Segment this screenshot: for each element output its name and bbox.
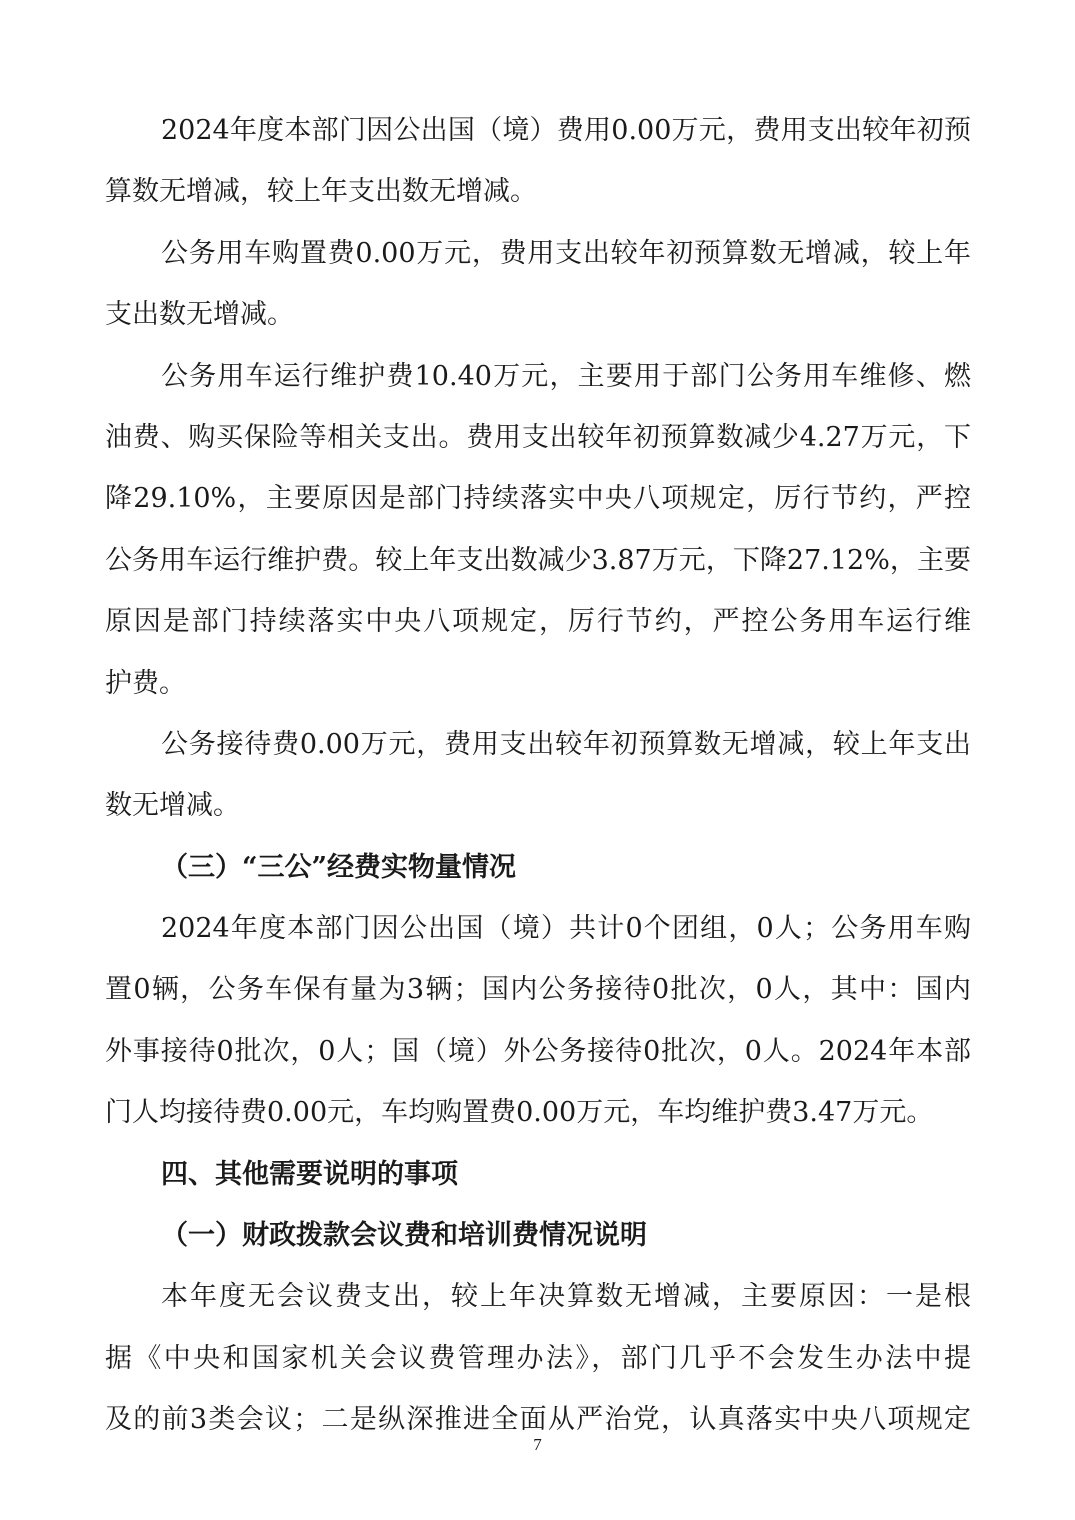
subsection-heading: （一）财政拨款会议费和培训费情况说明 [161,1220,647,1252]
paragraph-line: 算数无增减，较上年支出数无增减。 [105,176,537,208]
body-text [105,100,971,1451]
paragraph-line: 外事接待0批次，0人；国（境）外公务接待0批次，0人。2024年本部 [105,1035,971,1067]
paragraph-line: 公务接待费0.00万元，费用支出较年初预算数无增减，较上年支出 [161,728,971,760]
paragraph-line: 降29.10%，主要原因是部门持续落实中央八项规定，厉行节约，严控 [105,483,971,515]
page-number: 7 [533,1435,542,1454]
paragraph-line: 及的前3类会议；二是纵深推进全面从严治党，认真落实中央八项规定 [105,1404,971,1436]
section-heading: （三）“三公”经费实物量情况 [161,851,517,883]
paragraph-line: 门人均接待费0.00元，车均购置费0.00万元，车均维护费3.47万元。 [105,1097,934,1129]
paragraph-line: 本年度无会议费支出，较上年决算数无增减，主要原因：一是根 [161,1281,971,1313]
paragraph-line: 数无增减。 [105,790,240,822]
paragraph-line: 2024年度本部门因公出国（境）共计0个团组，0人；公务用车购 [161,913,971,945]
paragraph-line: 公务用车运行维护费10.40万元，主要用于部门公务用车维修、燃 [161,360,971,392]
paragraph-line: 2024年度本部门因公出国（境）费用0.00万元，费用支出较年初预 [161,115,971,146]
paragraph-line: 护费。 [105,667,186,699]
paragraph-line: 原因是部门持续落实中央八项规定，厉行节约，严控公务用车运行维 [105,606,971,638]
section-heading: 四、其他需要说明的事项 [161,1158,458,1190]
paragraph-line: 据《中央和国家机关会议费管理办法》，部门几乎不会发生办法中提 [105,1342,971,1374]
paragraph-line: 支出数无增减。 [105,299,294,331]
paragraph-line: 公务用车运行维护费。较上年支出数减少3.87万元，下降27.12%，主要 [105,544,971,576]
paragraph-line: 公务用车购置费0.00万元，费用支出较年初预算数无增减，较上年 [161,237,971,269]
paragraph-line: 置0辆，公务车保有量为3辆；国内公务接待0批次，0人，其中：国内 [105,974,971,1006]
paragraph-line: 油费、购买保险等相关支出。费用支出较年初预算数减少4.27万元，下 [105,421,971,453]
